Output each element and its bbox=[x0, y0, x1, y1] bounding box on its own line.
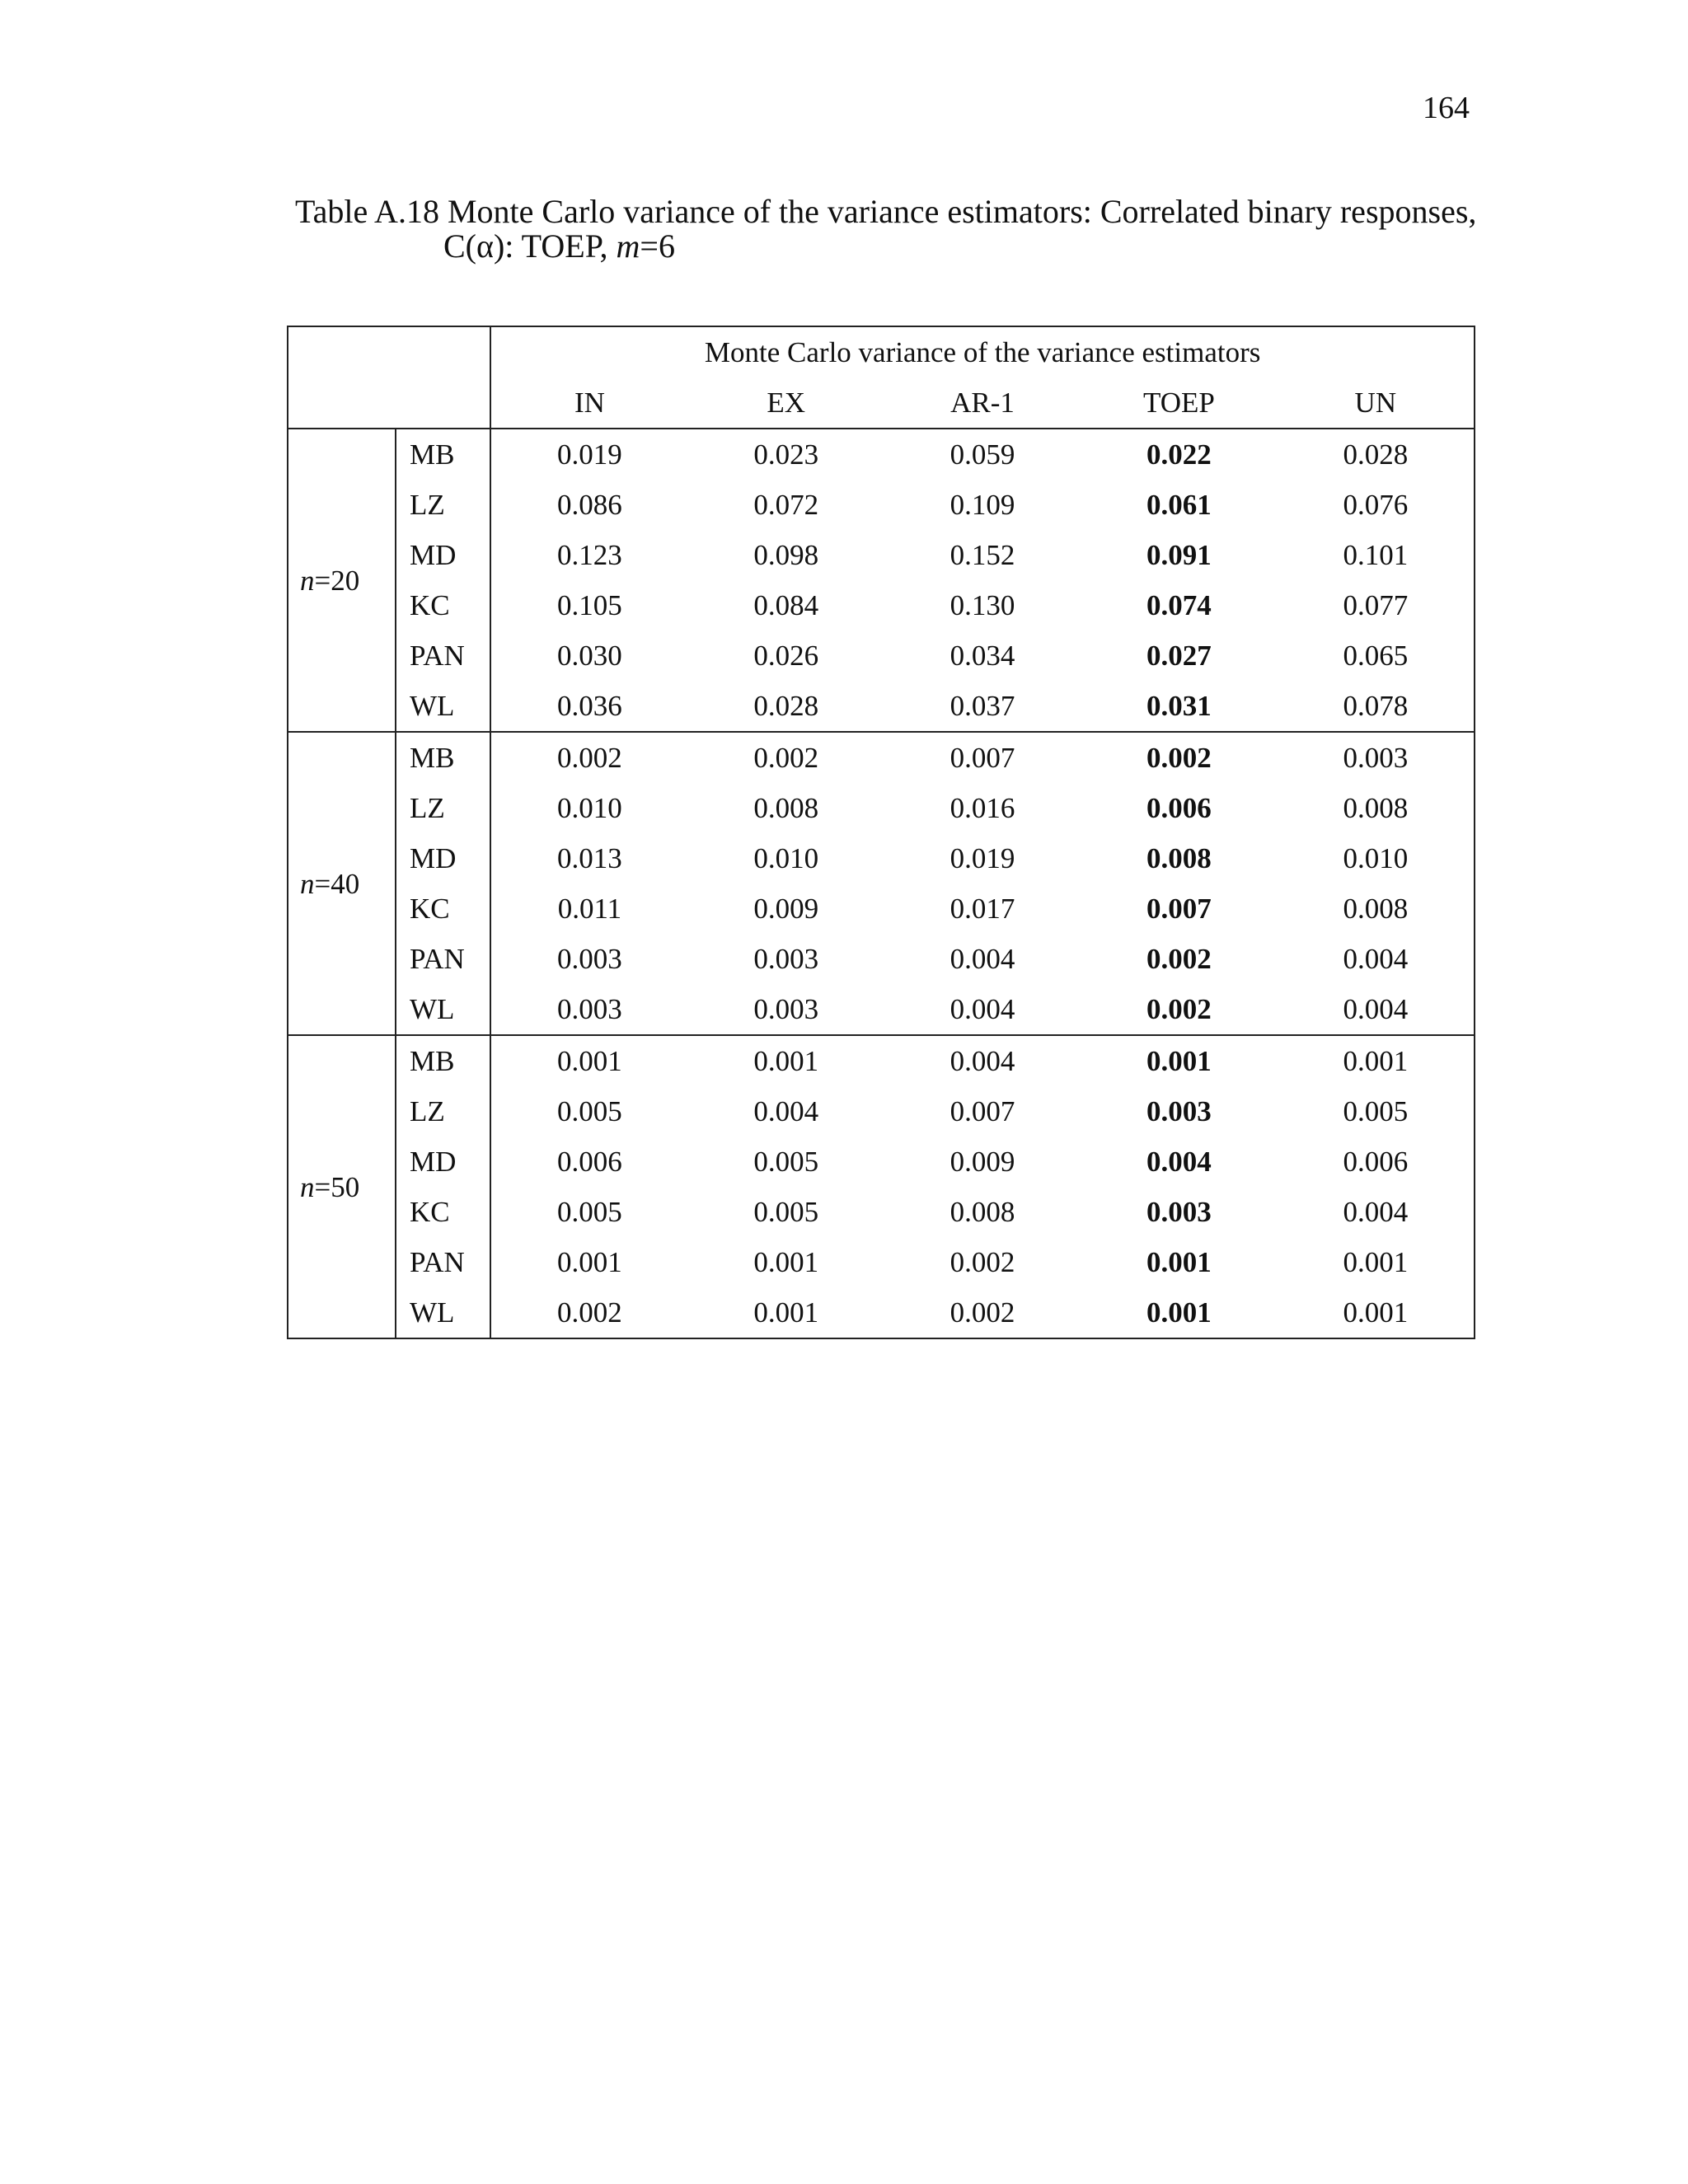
caption-prefix: Table A.18 bbox=[295, 193, 439, 230]
table-row bbox=[288, 1137, 1475, 1187]
value-cell: 0.008 bbox=[753, 792, 819, 824]
value-cell: 0.001 bbox=[753, 1296, 819, 1329]
column-header-ex: EX bbox=[688, 377, 884, 429]
estimator-label: WL bbox=[396, 1287, 490, 1338]
value-cell: 0.027 bbox=[1146, 640, 1212, 672]
table-row bbox=[288, 530, 1475, 580]
value-cell: 0.005 bbox=[753, 1146, 819, 1178]
estimator-label: LZ bbox=[396, 783, 490, 833]
value-cell: 0.005 bbox=[557, 1095, 622, 1127]
value-cell: 0.031 bbox=[1146, 690, 1212, 722]
value-cell: 0.017 bbox=[950, 893, 1015, 925]
value-cell: 0.076 bbox=[1343, 489, 1409, 521]
estimator-label: LZ bbox=[396, 480, 490, 530]
header-row-1 bbox=[288, 326, 1475, 377]
table-row bbox=[288, 580, 1475, 630]
value-cell: 0.001 bbox=[1343, 1246, 1409, 1278]
value-cell: 0.003 bbox=[1146, 1196, 1212, 1228]
value-cell: 0.091 bbox=[1146, 539, 1212, 571]
value-cell: 0.028 bbox=[1278, 429, 1475, 480]
value-cell: 0.008 bbox=[1343, 893, 1409, 925]
estimator-label: MB bbox=[396, 1035, 490, 1086]
value-cell: 0.004 bbox=[1343, 993, 1409, 1025]
value-cell: 0.123 bbox=[557, 539, 622, 571]
table-row bbox=[288, 833, 1475, 883]
value-cell: 0.001 bbox=[490, 1035, 687, 1086]
value-cell: 0.003 bbox=[557, 993, 622, 1025]
table-row bbox=[288, 984, 1475, 1035]
value-cell: 0.008 bbox=[1343, 792, 1409, 824]
value-cell: 0.001 bbox=[1343, 1296, 1409, 1329]
estimator-label: WL bbox=[396, 984, 490, 1035]
table-body bbox=[288, 429, 1475, 1338]
estimator-label: WL bbox=[396, 681, 490, 732]
value-cell: 0.030 bbox=[557, 640, 622, 672]
value-cell: 0.130 bbox=[950, 589, 1015, 621]
value-cell: 0.152 bbox=[950, 539, 1015, 571]
value-cell: 0.037 bbox=[950, 690, 1015, 722]
value-cell: 0.010 bbox=[1343, 842, 1409, 874]
value-cell: 0.008 bbox=[1146, 842, 1212, 874]
table-row bbox=[288, 934, 1475, 984]
group-label bbox=[288, 1035, 396, 1338]
table-row bbox=[288, 429, 1475, 480]
estimator-label: MD bbox=[396, 530, 490, 580]
value-cell: 0.007 bbox=[1146, 893, 1212, 925]
estimator-label: KC bbox=[396, 1187, 490, 1237]
value-cell: 0.010 bbox=[753, 842, 819, 874]
value-cell: 0.098 bbox=[753, 539, 819, 571]
data-table bbox=[287, 326, 1475, 1339]
estimator-label: PAN bbox=[396, 1237, 490, 1287]
group-label bbox=[288, 732, 396, 1035]
table-caption bbox=[295, 194, 1490, 264]
value-cell: 0.059 bbox=[884, 429, 1081, 480]
value-cell: 0.001 bbox=[1146, 1296, 1212, 1329]
caption-title: Monte Carlo variance of the variance estimators: Correlated binary responses, bbox=[447, 193, 1477, 230]
caption-line-2 bbox=[295, 229, 1490, 264]
estimator-label: MB bbox=[396, 732, 490, 783]
table-row bbox=[288, 630, 1475, 681]
value-cell: 0.011 bbox=[557, 893, 622, 925]
estimator-label: PAN bbox=[396, 630, 490, 681]
value-cell: 0.002 bbox=[557, 1296, 622, 1329]
value-cell: 0.034 bbox=[950, 640, 1015, 672]
value-cell: 0.074 bbox=[1146, 589, 1212, 621]
estimator-label: MD bbox=[396, 833, 490, 883]
value-cell: 0.010 bbox=[557, 792, 622, 824]
value-cell: 0.072 bbox=[753, 489, 819, 521]
value-cell: 0.007 bbox=[884, 732, 1081, 783]
value-cell: 0.084 bbox=[753, 589, 819, 621]
group-label-value: =50 bbox=[314, 1170, 360, 1203]
value-cell: 0.005 bbox=[557, 1196, 622, 1228]
group-label-value: =40 bbox=[314, 867, 360, 900]
value-cell: 0.001 bbox=[557, 1246, 622, 1278]
value-cell: 0.002 bbox=[1146, 943, 1212, 975]
value-cell: 0.026 bbox=[753, 640, 819, 672]
value-cell: 0.009 bbox=[950, 1146, 1015, 1178]
value-cell: 0.004 bbox=[753, 1095, 819, 1127]
group-label bbox=[288, 429, 396, 732]
value-cell: 0.004 bbox=[884, 1035, 1081, 1086]
value-cell: 0.007 bbox=[950, 1095, 1015, 1127]
value-cell: 0.022 bbox=[1081, 429, 1277, 480]
value-cell: 0.001 bbox=[1146, 1246, 1212, 1278]
column-header-in: IN bbox=[490, 377, 687, 429]
group-label-value: =20 bbox=[314, 564, 360, 597]
value-cell: 0.006 bbox=[557, 1146, 622, 1178]
value-cell: 0.002 bbox=[950, 1246, 1015, 1278]
value-cell: 0.004 bbox=[1343, 1196, 1409, 1228]
value-cell: 0.001 bbox=[753, 1246, 819, 1278]
estimator-label: KC bbox=[396, 883, 490, 934]
table-row bbox=[288, 681, 1475, 732]
value-cell: 0.002 bbox=[950, 1296, 1015, 1329]
value-cell: 0.002 bbox=[1081, 732, 1277, 783]
value-cell: 0.003 bbox=[753, 993, 819, 1025]
value-cell: 0.002 bbox=[1146, 993, 1212, 1025]
super-header: Monte Carlo variance of the variance estimators bbox=[704, 336, 1261, 368]
value-cell: 0.065 bbox=[1343, 640, 1409, 672]
value-cell: 0.004 bbox=[1343, 943, 1409, 975]
page-number: 164 bbox=[1423, 91, 1470, 125]
caption-line2-suffix: =6 bbox=[640, 227, 675, 265]
estimator-label: PAN bbox=[396, 934, 490, 984]
value-cell: 0.001 bbox=[688, 1035, 884, 1086]
caption-line-1 bbox=[295, 194, 1490, 229]
table-row bbox=[288, 1086, 1475, 1137]
value-cell: 0.036 bbox=[557, 690, 622, 722]
value-cell: 0.003 bbox=[557, 943, 622, 975]
table-row bbox=[288, 1237, 1475, 1287]
value-cell: 0.004 bbox=[950, 943, 1015, 975]
value-cell: 0.005 bbox=[753, 1196, 819, 1228]
table-row bbox=[288, 783, 1475, 833]
value-cell: 0.002 bbox=[688, 732, 884, 783]
table-row bbox=[288, 480, 1475, 530]
value-cell: 0.019 bbox=[950, 842, 1015, 874]
table-row bbox=[288, 732, 1475, 783]
group-label-var: n bbox=[300, 1170, 315, 1203]
caption-line2-var: m bbox=[616, 227, 640, 265]
estimator-label: MB bbox=[396, 429, 490, 480]
value-cell: 0.008 bbox=[950, 1196, 1015, 1228]
value-cell: 0.028 bbox=[753, 690, 819, 722]
value-cell: 0.001 bbox=[1278, 1035, 1475, 1086]
value-cell: 0.023 bbox=[688, 429, 884, 480]
value-cell: 0.013 bbox=[557, 842, 622, 874]
value-cell: 0.003 bbox=[1278, 732, 1475, 783]
header-empty-cell bbox=[288, 326, 490, 429]
value-cell: 0.009 bbox=[753, 893, 819, 925]
value-cell: 0.006 bbox=[1146, 792, 1212, 824]
table-row bbox=[288, 883, 1475, 934]
column-header-un: UN bbox=[1278, 377, 1475, 429]
value-cell: 0.109 bbox=[950, 489, 1015, 521]
caption-line2-prefix: C(α): TOEP, bbox=[443, 227, 617, 265]
estimator-label: LZ bbox=[396, 1086, 490, 1137]
table-row bbox=[288, 1187, 1475, 1237]
estimator-label: KC bbox=[396, 580, 490, 630]
value-cell: 0.004 bbox=[1146, 1146, 1212, 1178]
column-header-toep: TOEP bbox=[1081, 377, 1277, 429]
value-cell: 0.005 bbox=[1343, 1095, 1409, 1127]
value-cell: 0.078 bbox=[1343, 690, 1409, 722]
group-label-var: n bbox=[300, 564, 315, 597]
value-cell: 0.003 bbox=[753, 943, 819, 975]
group-label-var: n bbox=[300, 867, 315, 900]
value-cell: 0.016 bbox=[950, 792, 1015, 824]
value-cell: 0.101 bbox=[1343, 539, 1409, 571]
value-cell: 0.077 bbox=[1343, 589, 1409, 621]
table-row bbox=[288, 1035, 1475, 1086]
value-cell: 0.003 bbox=[1146, 1095, 1212, 1127]
value-cell: 0.086 bbox=[557, 489, 622, 521]
value-cell: 0.105 bbox=[557, 589, 622, 621]
value-cell: 0.002 bbox=[490, 732, 687, 783]
value-cell: 0.061 bbox=[1146, 489, 1212, 521]
value-cell: 0.019 bbox=[490, 429, 687, 480]
value-cell: 0.004 bbox=[950, 993, 1015, 1025]
value-cell: 0.006 bbox=[1343, 1146, 1409, 1178]
table-row bbox=[288, 1287, 1475, 1338]
column-header-ar-1: AR-1 bbox=[884, 377, 1081, 429]
estimator-label: MD bbox=[396, 1137, 490, 1187]
value-cell: 0.001 bbox=[1081, 1035, 1277, 1086]
